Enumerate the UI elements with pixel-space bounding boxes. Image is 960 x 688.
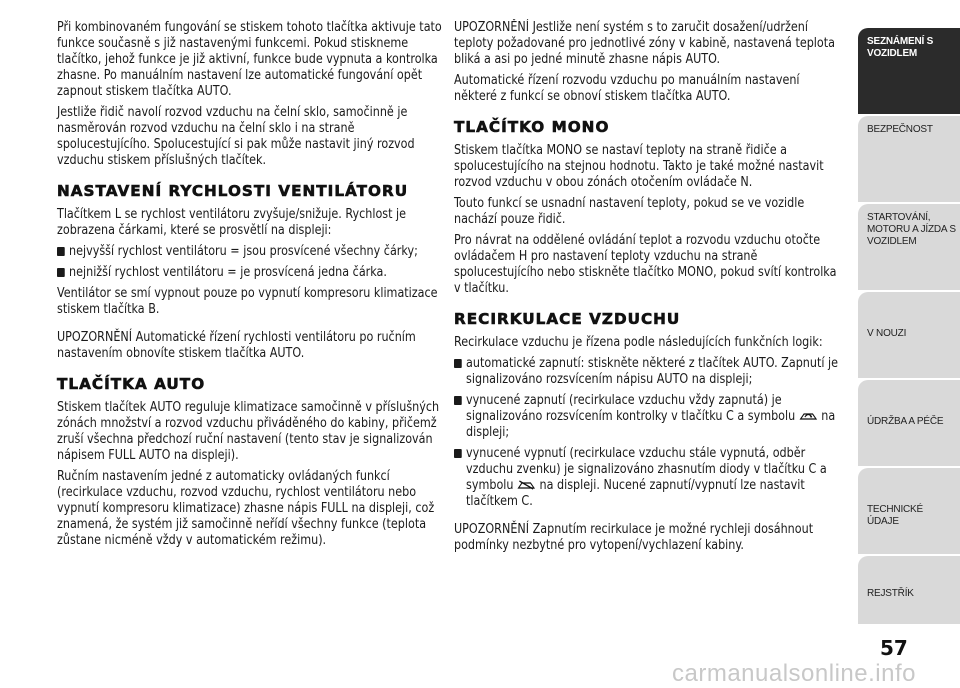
bullet-icon [454,396,462,405]
paragraph: Automatické řízení rozvodu vzduchu po manuálním nastavení některé z funkcí se obnoví stiskem tlačítka AUTO. [454,73,800,104]
tab-seznameni-s-vozidlem[interactable]: SEZNÁMENÍ S VOZIDLEM [858,28,960,114]
right-column [454,20,845,559]
left-column [57,20,442,554]
bullet-icon [57,247,65,256]
warning-paragraph: UPOZORNĚNÍ Zapnutím recirkulace je možné rychleji dosáhnout podmínky nezbytné pro vytopení/vychlazení kabiny. [454,522,814,553]
paragraph: Stiskem tlačítek AUTO reguluje klimatizace samočinně v příslušných zónách množství a rozvod vzduchu přiváděného do kabiny, přičemž zruší všechna předchozí ruční nastavení (tento stav je signalizován nápisem FULL AUTO na displeji). [57,400,440,463]
paragraph: Při kombinovaném fungování se stiskem tohoto tlačítka aktivuje tato funkce současně s již nastavenými funkcemi. Pokud stiskneme tlačítko, jehož funkce je již aktivní, funkce bude vypnuta a kontrolka zhasne. Po manuálním nastavení lze automatické fungování opět zapnout stiskem tlačítka AUTO. [57,20,442,99]
paragraph: Pro návrat na oddělené ovládání teplot a rozvodu vzduchu otočte ovládačem H pro nastavení teploty vzduchu na straně spolucestujícího nebo stiskněte tlačítko MONO, pokud svítí kontrolka v tlačítku. [454,233,837,296]
list-item: nejvyšší rychlost ventilátoru = jsou prosvícené všechny čárky; [57,244,442,260]
warning-paragraph: UPOZORNĚNÍ Automatické řízení rychlosti ventilátoru po ručním nastavením obnovíte stiskem tlačítka AUTO. [57,330,416,361]
warning-paragraph: UPOZORNĚNÍ Jestliže není systém s to zaručit dosažení/udržení teploty požadované pro jednotlivé zóny v kabině, nastavená teplota bliká a asi po jedné minutě zhasne nápis AUTO. [454,20,835,67]
section-heading-mono: TLAČÍTKO MONO [454,118,610,136]
tab-bezpecnost[interactable]: BEZPEČNOST [858,116,960,202]
paragraph: Ručním nastavením jedné z automaticky ovládaných funkcí (recirkulace vzduchu, rozvod vzduchu, rychlost ventilátoru nebo vypnutí kompresoru klimatizace) zhasne nápis FULL na displeji, což znamená, že systém již samočinně neřídí všechny funkce (teplota zůstane nicméně vždy v automatickém režimu). [57,469,435,548]
list-item: vynucené zapnutí (recirkulace vzduchu vždy zapnutá) je signalizováno rozsvícením kontrolky v tlačítku C a symbolu na displeji; [454,393,845,441]
list-item: automatické zapnutí: stiskněte některé z tlačítek AUTO. Zapnutí je signalizováno rozsvícením nápisu AUTO na displeji; [454,356,845,388]
section-heading-fan-speed: NASTAVENÍ RYCHLOSTI VENTILÁTORU [57,182,409,200]
chapter-tabs [858,28,960,624]
tab-v-nouzi[interactable]: V NOUZI [858,292,960,378]
paragraph: Ventilátor se smí vypnout pouze po vypnutí kompresoru klimatizace stiskem tlačítka B. [57,286,438,317]
page-number: 57 [880,636,908,660]
paragraph: Touto funkcí se usnadní nastavení teploty, pokud se ve vozidle nachází pouze řidič. [454,196,805,227]
list-item: vynucené vypnutí (recirkulace vzduchu stále vypnutá, odběr vzduchu zvenku) je signalizováno zhasnutím diody v tlačítku C a symbolu na displeji. Nucené zapnutí/vypnutí lze nastavit tlačítkem C. [454,446,845,510]
paragraph: Stiskem tlačítka MONO se nastaví teploty na straně řidiče a spolucestujícího na stejnou hodnotu. Takto je také možné nastavit rozvod vzduchu v obou zónách otočením ovládače N. [454,143,824,190]
recirculation-off-icon [517,479,536,490]
bullet-icon [454,359,462,368]
section-heading-auto: TLAČÍTKA AUTO [57,375,206,393]
bullet-icon [57,268,65,277]
tab-technicke-udaje[interactable]: TECHNICKÉ ÚDAJE [858,468,960,554]
paragraph: Recirkulace vzduchu je řízena podle následujících funkčních logik: [454,335,823,350]
tab-udrzba-a-pece[interactable]: ÚDRŽBA A PÉČE [858,380,960,466]
bullet-icon [454,449,462,458]
paragraph: Jestliže řidič navolí rozvod vzduchu na čelní sklo, samočinně je nasměrován rozvod vzduchu na čelní sklo i na straně spolucestujícího. Spolucestující si pak může nastavit jiný rozvod vzduchu stiskem příslušných tlačítek. [57,105,415,168]
list-item: nejnižší rychlost ventilátoru = je prosvícená jedna čárka. [57,265,442,281]
watermark: carmanualsonline.info [672,660,916,687]
section-heading-recirculation: RECIRKULACE VZDUCHU [454,310,681,328]
recirculation-on-icon [799,410,818,421]
tab-startovani[interactable]: STARTOVÁNÍ, MOTORU A JÍZDA S VOZIDLEM [858,204,960,290]
tab-rejstrik[interactable]: REJSTŘÍK [858,556,960,624]
paragraph: Tlačítkem L se rychlost ventilátoru zvyšuje/snižuje. Rychlost je zobrazena čárkami, které se prosvětlí na displeji: [57,207,407,238]
